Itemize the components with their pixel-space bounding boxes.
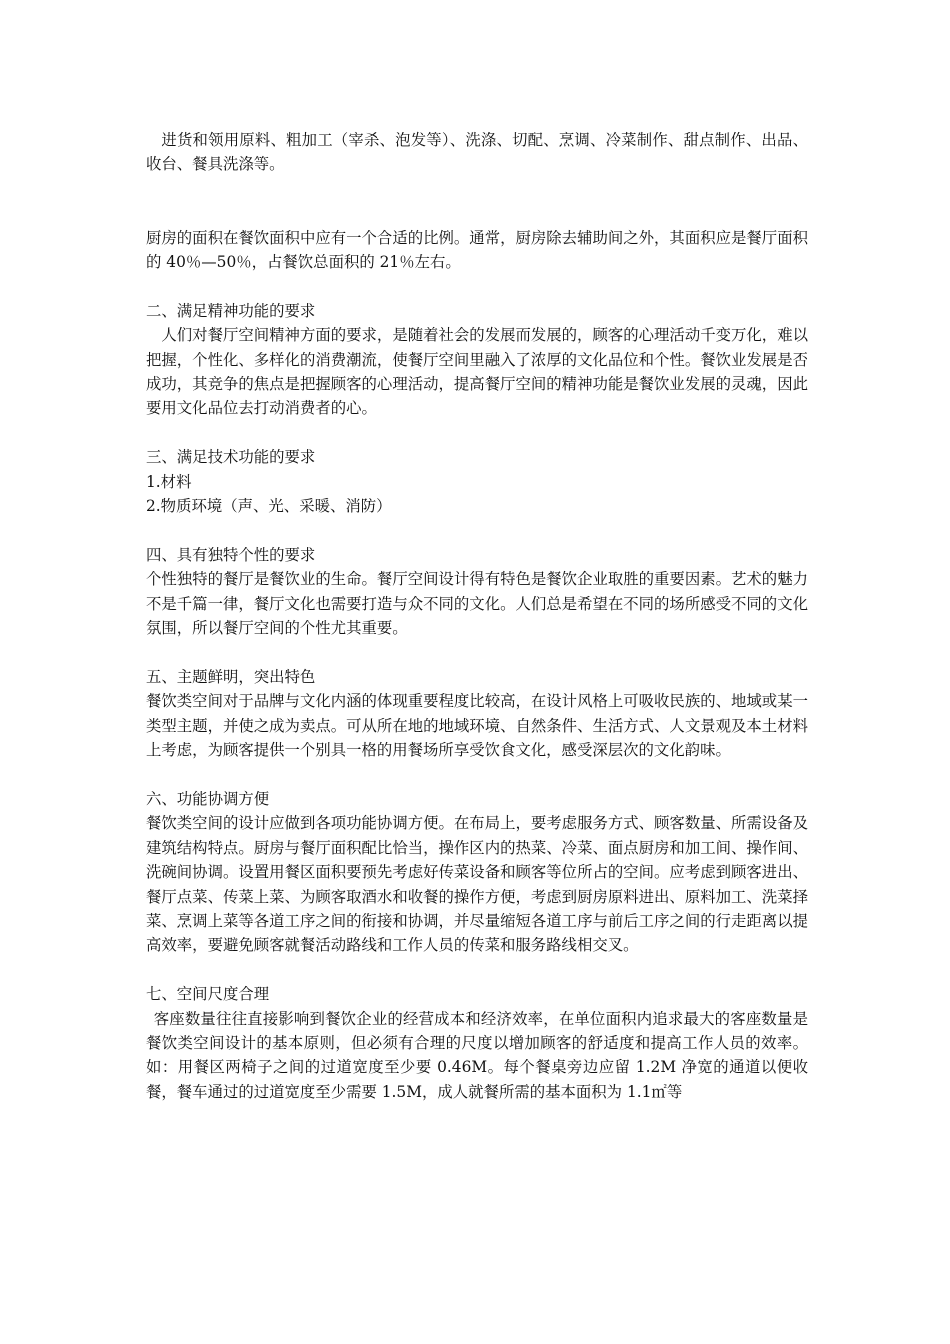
- section-heading-3: 三、满足技术功能的要求: [146, 448, 316, 467]
- list-item-environment: 2.物质环境（声、光、采暖、消防）: [146, 497, 392, 516]
- section-body-2: 人们对餐厅空间精神方面的要求，是随着社会的发展而发展的，顾客的心理活动千变万化，难以把握，个性化、多样化的消费潮流，使餐厅空间里融入了浓厚的文化品位和个性。餐饮业发展是否成功，其竞争的焦点是把握顾客的心理活动，提高餐厅空间的精神功能是餐饮业发展的灵魂，因此要用文化品位去打动消费者的心。: [146, 326, 808, 418]
- spacer: [146, 421, 808, 445]
- section-heading-7: 七、空间尺度合理: [146, 985, 270, 1004]
- section-heading-2: 二、满足精神功能的要求: [146, 301, 316, 320]
- paragraph-kitchen-area: 厨房的面积在餐饮面积中应有一个合适的比例。通常，厨房除去辅助间之外，其面积应是餐厅面积的 40％—50％，占餐饮总面积的 21％左右。: [146, 228, 808, 272]
- spacer: [146, 762, 808, 786]
- spacer: [146, 958, 808, 982]
- section-heading-4: 四、具有独特个性的要求: [146, 545, 316, 564]
- spacer: [146, 274, 808, 298]
- section-heading-6: 六、功能协调方便: [146, 789, 270, 808]
- section-heading-5: 五、主题鲜明，突出特色: [146, 667, 316, 686]
- section-body-6: 餐饮类空间的设计应做到各项功能协调方便。在布局上，要考虑服务方式、顾客数量、所需设备及建筑结构特点。厨房与餐厅面积配比恰当，操作区内的热菜、冷菜、面点厨房和加工间、操作间、洗碗间协调。设置用餐区面积要预先考虑好传菜设备和顾客等位所占的空间。应考虑到顾客进出、餐厅点菜、传菜上菜、为顾客取酒水和收餐的操作方便，考虑到厨房原料进出、原料加工、洗菜择菜、烹调上菜等各道工序之间的衔接和协调，并尽量缩短各道工序与前后工序之间的行走距离以提高效率，要避免顾客就餐活动路线和工作人员的传菜和服务路线相交叉。: [146, 814, 808, 955]
- paragraph-kitchen-process: 进货和领用原料、粗加工（宰杀、泡发等）、洗涤、切配、烹调、冷菜制作、甜点制作、出品、收台、餐具洗涤等。: [146, 131, 808, 174]
- spacer: [146, 518, 808, 542]
- spacer: [146, 177, 808, 226]
- document-body: [146, 128, 808, 1104]
- section-body-5: 餐饮类空间对于品牌与文化内涵的体现重要程度比较高，在设计风格上可吸收民族的、地域或某一类型主题，并使之成为卖点。可从所在地的地域环境、自然条件、生活方式、人文景观及本土材料上考虑，为顾客提供一个别具一格的用餐场所享受饮食文化，感受深层次的文化韵味。: [146, 692, 808, 760]
- section-body-7: 客座数量往往直接影响到餐饮企业的经营成本和经济效率，在单位面积内追求最大的客座数量是餐饮类空间设计的基本原则，但必须有合理的尺度以增加顾客的舒适度和提高工作人员的效率。如：用餐区两椅子之间的过道宽度至少要 0.46M。每个餐桌旁边应留 1.2M 净宽的通道以便收餐，餐车通过的过道宽度至少需要 1.5M，成人就餐所需的基本面积为 1.1㎡等: [146, 1009, 808, 1101]
- section-body-4: 个性独特的餐厅是餐饮业的生命。餐厅空间设计得有特色是餐饮企业取胜的重要因素。艺术的魅力不是千篇一律，餐厅文化也需要打造与众不同的文化。人们总是希望在不同的场所感受不同的文化氛围，所以餐厅空间的个性尤其重要。: [146, 570, 808, 638]
- list-item-materials: 1.材料: [146, 472, 192, 491]
- spacer: [146, 640, 808, 664]
